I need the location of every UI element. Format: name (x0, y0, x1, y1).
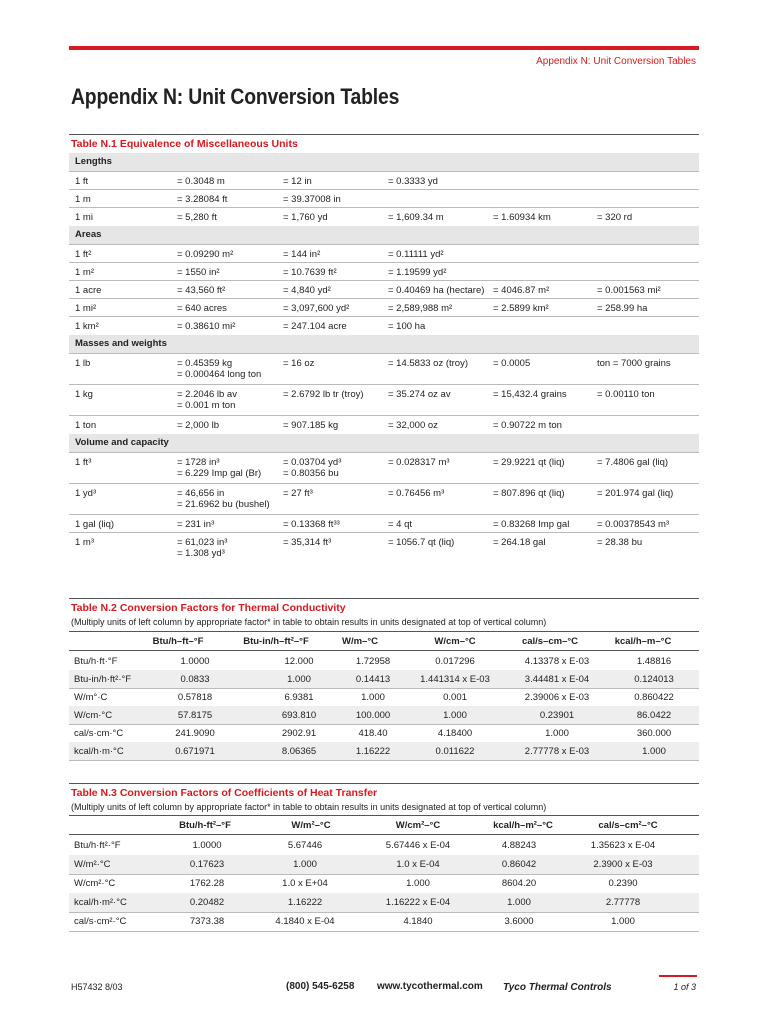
table2-cell: 4.18400 (437, 728, 473, 739)
table1-cell: = 0.001563 mi² (597, 285, 661, 296)
table1-row-unit: 1 acre (75, 285, 102, 296)
table1-cell: = 0.00378543 m³ (597, 519, 670, 530)
table3-caption: Table N.3 Conversion Factors of Coefficients of Heat Transfer (71, 787, 378, 799)
table3-column-header: W/m²–°C (291, 820, 331, 831)
table2-cell: 0.860422 (634, 692, 674, 703)
table1-row-divider (69, 207, 699, 208)
table1-cell: = 320 rd (597, 212, 633, 223)
table1-row-divider (69, 384, 699, 385)
table2-subtitle: (Multiply units of left column by appropriate factor* in table to obtain results in units designated at top of vertical column) (71, 617, 547, 627)
table1-cell: = 807.896 qt (liq) (493, 488, 565, 499)
table2-cell: 8.06365 (281, 746, 317, 757)
table1-row-divider (69, 415, 699, 416)
table2-cell: 0.671971 (175, 746, 215, 757)
table1-cell: = 14.5833 oz (troy) (388, 358, 469, 369)
table3-subtitle: (Multiply units of left column by appropriate factor* in table to obtain results in units designated at top of vertical column) (71, 802, 547, 812)
table3-row-unit: Btu/h·ft²·°F (74, 840, 121, 851)
table2-cell: 57.8175 (177, 710, 213, 721)
table1-cell: = 27 ft³ (283, 488, 313, 499)
table3-cell: 4.1840 x E-04 (275, 916, 335, 927)
table1-cell: = 100 ha (388, 321, 426, 332)
table1-cell: = 29.9221 qt (liq) (493, 457, 565, 468)
table2-cell: 0.011622 (435, 746, 475, 757)
table3-row-band (69, 893, 699, 912)
table1-row-divider (69, 262, 699, 263)
table3-cell: 1.16222 (287, 897, 323, 908)
table1-cell: = 0.0005 (493, 358, 531, 369)
table3-cell: 0.17623 (189, 859, 225, 870)
table1-row-unit: 1 m² (75, 267, 94, 278)
table3-cell: 4.88243 (501, 840, 537, 851)
table3-cell: 1.000 (406, 878, 430, 889)
table1-cell: = 2.5899 km² (493, 303, 549, 314)
table1-cell: = 0.028317 m³ (388, 457, 450, 468)
table1-cell: = 61,023 in³ = 1.308 yd³ (177, 537, 228, 559)
table3-column-header: kcal/h–m²–°C (493, 820, 553, 831)
table1-cell: = 0.38610 mi² (177, 321, 236, 332)
table3-cell: 1.000 (293, 859, 317, 870)
table1-cell: = 32,000 oz (388, 420, 438, 431)
table1-cell: = 2,000 lb (177, 420, 219, 431)
brand-logo-text: Tyco Thermal Controls (503, 982, 612, 993)
table3-column-header: W/cm²–°C (395, 820, 441, 831)
table3-cell: 1.0000 (192, 840, 222, 851)
table3-column-header: cal/s–cm²–°C (598, 820, 658, 831)
table3-cell: 1.0 x E-04 (396, 859, 440, 870)
table2-cell: 1.000 (443, 710, 467, 721)
table2-cell: 0.23901 (539, 710, 575, 721)
table1-row-unit: 1 mi² (75, 303, 97, 314)
table3-cell: 1.35623 x E-04 (590, 840, 656, 851)
table1-cell: = 0.40469 ha (hectare) (388, 285, 485, 296)
table2-row-unit: Btu/h·ft·°F (74, 656, 118, 667)
table2-cell: 12.000 (284, 656, 314, 667)
table2-column-header: cal/s–cm–°C (521, 636, 579, 647)
table2-cell: 1.0000 (180, 656, 210, 667)
table1-row-unit: 1 m³ (75, 537, 94, 548)
table1-cell: = 907.185 kg (283, 420, 339, 431)
table1-row-divider (69, 189, 699, 190)
table1-cell: = 0.03704 yd³ = 0.80356 bu (283, 457, 342, 479)
table2-cell: 0.017296 (435, 656, 475, 667)
table2-column-header: Btu-in/h–ft²–°F (243, 636, 309, 647)
table2-cell: 2.77778 x E-03 (524, 746, 590, 757)
table2-cell: 86.0422 (636, 710, 672, 721)
table1-row-unit: 1 mi (75, 212, 93, 223)
table1-cell: = 43,560 ft² (177, 285, 226, 296)
table3-row-divider (69, 912, 699, 913)
table1-cell: = 1550 in² (177, 267, 220, 278)
table2-cell: 241.9090 (175, 728, 215, 739)
table2-row-unit: Btu-in/h·ft²·°F (74, 674, 132, 685)
table1-cell: = 0.76456 m³ (388, 488, 445, 499)
table3-cell: 1762.28 (189, 878, 225, 889)
table1-row-unit: 1 ton (75, 420, 97, 431)
table1-cell: = 1.19599 yd² (388, 267, 447, 278)
table1-cell: = 3,097,600 yd² (283, 303, 350, 314)
table1-cell: = 144 in² (283, 249, 321, 260)
table3-cell: 0.86042 (501, 859, 537, 870)
table1-cell: = 4,840 yd² (283, 285, 331, 296)
table1-cell: = 0.11111 yd² (388, 249, 444, 260)
table2-column-header: kcal/h–m–°C (614, 636, 672, 647)
table1-row-unit: 1 m (75, 194, 91, 205)
table1-cell: = 39.37008 in (283, 194, 341, 205)
table1-cell: = 16 oz (283, 358, 315, 369)
table1-row-divider (69, 280, 699, 281)
table2-row-unit: kcal/h·m·°C (74, 746, 124, 757)
table2-column-header: W/m–°C (342, 636, 378, 647)
table2-cell: 1.441314 x E-03 (420, 674, 490, 685)
table2-cell: 0.14413 (355, 674, 391, 685)
table2-cell: 1.16222 (355, 746, 391, 757)
table1-row-unit: 1 lb (75, 358, 91, 369)
table1-row-divider (69, 316, 699, 317)
table3-column-header: Btu/h-ft²–°F (179, 820, 231, 831)
table1-cell: = 0.90722 m ton (493, 420, 562, 431)
table1-row-unit: 1 gal (liq) (75, 519, 115, 530)
table2-cell: 3.44481 x E-04 (524, 674, 590, 685)
table3-cell: 5.67446 x E-04 (385, 840, 451, 851)
table1-cell: = 15,432.4 grains (493, 389, 567, 400)
top-accent-bar (69, 46, 699, 50)
table1-cell: = 0.3048 m (177, 176, 225, 187)
table1-cell: = 28.38 bu (597, 537, 643, 548)
table3-header-bottom-rule (69, 834, 699, 835)
table1-cell: = 247.104 acre (283, 321, 347, 332)
table1-cell: = 1.60934 km (493, 212, 551, 223)
table1-cell: = 1,760 yd (283, 212, 328, 223)
table1-row-divider (69, 532, 699, 533)
table2-cell: 2.39006 x E-03 (524, 692, 590, 703)
table1-row-divider (69, 353, 699, 354)
table3-cell: 8604.20 (501, 878, 537, 889)
table1-cell: = 1,609.34 m (388, 212, 444, 223)
table1-cell: = 2.2046 lb av = 0.001 m ton (177, 389, 237, 411)
table1-cell: = 0.45359 kg = 0.000464 long ton (177, 358, 262, 380)
table1-cell: = 7.4806 gal (liq) (597, 457, 669, 468)
table2-column-header: W/cm–°C (434, 636, 476, 647)
table3-cell: 2.77778 (605, 897, 641, 908)
table2-row-unit: W/cm·°C (74, 710, 113, 721)
table2-top-rule (69, 598, 699, 599)
table1-row-unit: 1 ft³ (75, 457, 92, 468)
table1-cell: = 10.7639 ft² (283, 267, 337, 278)
document-code: H57432 8/03 (71, 982, 123, 992)
table1-cell: = 2,589,988 m² (388, 303, 453, 314)
table3-row-unit: W/cm²·°C (74, 878, 116, 889)
table1-cell: = 35,314 ft³ (283, 537, 332, 548)
table2-cell: 693.810 (281, 710, 317, 721)
table2-row-divider (69, 724, 699, 725)
table1-cell: = 2.6792 lb tr (troy) (283, 389, 364, 400)
table1-cell: = 0.13368 ft³³ (283, 519, 340, 530)
table3-top-rule (69, 783, 699, 784)
table2-cell: 0.124013 (634, 674, 674, 685)
table2-header-bottom-rule (69, 650, 699, 651)
table3-cell: 1.000 (611, 916, 635, 927)
table1-cell: = 1056.7 qt (liq) (388, 537, 455, 548)
table3-row-divider (69, 874, 699, 875)
table3-row-unit: cal/s·cm²·°C (74, 916, 127, 927)
table1-cell: = 258.99 ha (597, 303, 648, 314)
table2-row-divider (69, 688, 699, 689)
table2-cell: 2902.91 (281, 728, 317, 739)
table1-cell: = 46,656 in = 21.6962 bu (bushel) (177, 488, 270, 510)
table1-row-divider (69, 483, 699, 484)
table3-cell: 7373.38 (189, 916, 225, 927)
table3-header-rule (69, 815, 699, 816)
table3-row-unit: W/m²·°C (74, 859, 111, 870)
table1-cell: = 0.09290 m² (177, 249, 234, 260)
website-link[interactable]: www.tycothermal.com (377, 981, 483, 992)
table1-cell: = 0.83268 Imp gal (493, 519, 570, 530)
table3-cell: 0.2390 (608, 878, 638, 889)
table2-cell: 4.13378 x E-03 (524, 656, 590, 667)
table1-section-header: Volume and capacity (69, 434, 699, 452)
table3-row-unit: kcal/h·m²·°C (74, 897, 127, 908)
table3-cell: 1.16222 x E-04 (385, 897, 451, 908)
table3-cell: 1.000 (507, 897, 531, 908)
table1-cell: = 201.974 gal (liq) (597, 488, 674, 499)
page-number: 1 of 3 (673, 982, 696, 992)
table1-cell: = 0.00110 ton (597, 389, 655, 400)
table1-cell: = 35.274 oz av (388, 389, 451, 400)
table3-cell: 1.0 x E+04 (282, 878, 328, 889)
table2-cell: 360.000 (636, 728, 672, 739)
table1-cell: = 0.3333 yd (388, 176, 438, 187)
table1-cell: = 1728 in³ = 6.229 Imp gal (Br) (177, 457, 262, 479)
table2-header-rule (69, 631, 699, 632)
table2-cell: 0.57818 (177, 692, 213, 703)
table2-cell: 0.0833 (180, 674, 210, 685)
table3-cell: 2.3900 x E-03 (593, 859, 653, 870)
table1-cell: = 12 in (283, 176, 312, 187)
table3-cell: 5.67446 (287, 840, 323, 851)
table2-cell: 100.000 (355, 710, 391, 721)
table1-section-header: Areas (69, 226, 699, 244)
table2-caption: Table N.2 Conversion Factors for Thermal Conductivity (71, 602, 346, 614)
table1-section-header: Lengths (69, 153, 699, 171)
table2-cell: 0.001 (443, 692, 467, 703)
footer-accent (659, 975, 697, 977)
table1-row-divider (69, 514, 699, 515)
table1-cell: = 3.28084 ft (177, 194, 228, 205)
table1-caption: Table N.1 Equivalence of Miscellaneous Units (71, 138, 298, 150)
table1-row-unit: 1 yd³ (75, 488, 97, 499)
table3-row-divider (69, 931, 699, 932)
page-title: Appendix N: Unit Conversion Tables (71, 84, 400, 109)
table2-cell: 1.000 (361, 692, 385, 703)
table1-top-rule (69, 134, 699, 135)
table3-cell: 0.20482 (189, 897, 225, 908)
table1-row-unit: 1 kg (75, 389, 93, 400)
table1-row-unit: 1 ft (75, 176, 89, 187)
table2-row-divider (69, 760, 699, 761)
table2-column-header: Btu/h–ft–°F (152, 636, 204, 647)
table1-row-unit: 1 ft² (75, 249, 92, 260)
table2-cell: 418.40 (358, 728, 388, 739)
table1-row-unit: 1 km² (75, 321, 99, 332)
table2-row-unit: W/m°·C (74, 692, 108, 703)
table1-row-divider (69, 452, 699, 453)
table1-cell: = 4 qt (388, 519, 413, 530)
table2-cell: 1.48816 (636, 656, 672, 667)
table1-cell: = 5,280 ft (177, 212, 217, 223)
running-header: Appendix N: Unit Conversion Tables (536, 56, 696, 67)
table1-cell: = 264.18 gal (493, 537, 546, 548)
table1-row-divider (69, 244, 699, 245)
table2-cell: 6.9381 (284, 692, 314, 703)
table2-cell: 1.72958 (355, 656, 391, 667)
table3-cell: 3.6000 (504, 916, 534, 927)
table2-cell: 1.000 (642, 746, 666, 757)
table2-cell: 1.000 (287, 674, 311, 685)
table1-row-divider (69, 298, 699, 299)
table1-cell: = 231 in³ (177, 519, 215, 530)
table1-cell: = 4046.87 m² (493, 285, 550, 296)
table1-row-divider (69, 171, 699, 172)
table2-cell: 1.000 (545, 728, 569, 739)
table3-cell: 4.1840 (403, 916, 433, 927)
table1-section-header: Masses and weights (69, 335, 699, 353)
phone-number: (800) 545-6258 (286, 981, 355, 992)
table2-row-unit: cal/s·cm·°C (74, 728, 124, 739)
table1-cell: = 640 acres (177, 303, 227, 314)
table1-cell: ton = 7000 grains (597, 358, 671, 369)
